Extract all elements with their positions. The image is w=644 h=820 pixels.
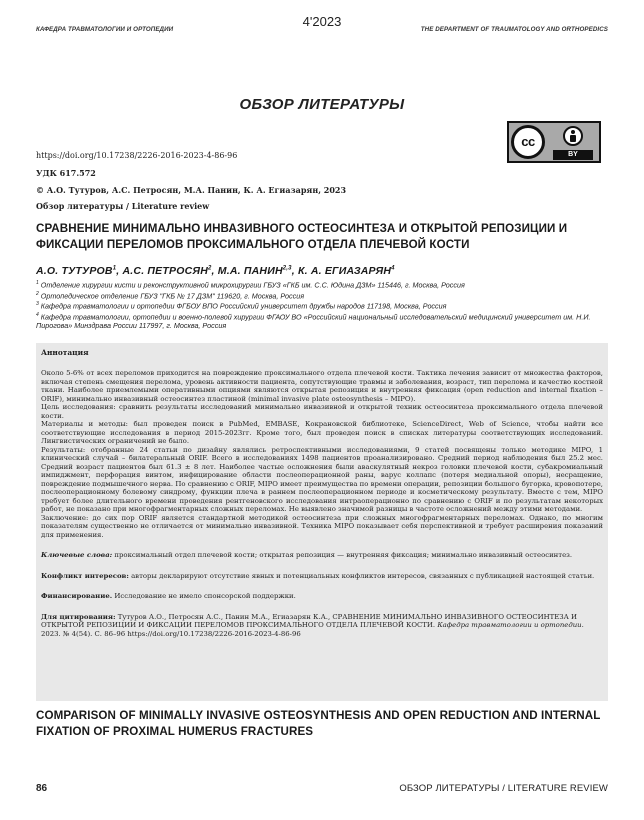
abstract-paragraph: Результаты: отобранные 24 статьи по дизайну являлись ретроспективными исследованиями, 9 статей посвящены только методике MIPO, 1 клинический случай – билатеральный ORIF. Всего в исследованиях 1498 пациентов проанализировано. Средний период наблюдения был 25.2 мес. Средний возраст пациентов был 61.3 ± 8 лет. Наиболее частые осложнения были аваскулятный некроз головки плечевой кости, субакромиальный импиджмент, перфорация винтом, инфицирование области послеоперационной раны, варус коллапс (потеря медиальной опоры), несращение, повреждение подмышечного нерва. По сравнению с ORIF, MIPO имеет преимущества по времени операции, репозиции большого бугорка, кровопотере, послеоперационному болевому синдрому, функции плеча в раннем послеоперационном периоде и косметическому результату. Вместе с тем, MIPO требует более длительного времени проведения рентгеновского исследования интраоперационно по сравнению с ORIF и по результатам некоторых работ, не показано при многофрагментарных сложных переломах. Не выявлено значимой разницы в частоте осложнений между этими методами. [41,445,603,513]
running-header-left: КАФЕДРА ТРАВМАТОЛОГИИ И ОРТОПЕДИИ [36,26,174,33]
author-sup: 1 [112,265,117,272]
abstract-paragraph: Материалы и методы: был проведен поиск в PubMed, EMBASE, Кокрановской библиотеке, ScienceDirect, Web of Science, чтобы найти все соответствующие исследования в период 2015-2023гг. Кроме того, был проведен поиск в списках литературы соответствующих исследований. Лингвистических ограничений не было. [41,420,603,445]
udk-text: УДК 617.572 [36,168,96,178]
conflict-text: авторы декларируют отсутствие явных и потенциальных конфликтов интересов, связанных с публикацией настоящей статьи. [131,571,595,580]
author-name: А.О. ТУТУРОВ [36,265,113,277]
affiliation-item: $^1$ Отделение хирургии кисти и реконструктивной микрохирургии ГБУЗ «ГКБ им. С.С. Юдина ДЗМ» 115446, г. Москва, Россия [36,280,465,290]
affiliation-item: $^2$ Ортопедическое отделение ГБУЗ "ГКБ № 17 ДЗМ" 119620, г. Москва, Россия [36,290,305,300]
running-header-right: THE DEPARTMENT OF TRAUMATOLOGY AND ORTHOPEDICS [420,26,608,33]
author-list: А.О. ТУТУРОВ$^1$, А.С. ПЕТРОСЯН$^2$, М.А. ПАНИН$^{2,3}$, К. А. ЕГИАЗАРЯН$^4$ [36,265,395,277]
udk [36,168,96,178]
citation-label: Для цитирования: [41,612,116,621]
by-label: BY [553,150,593,160]
author-sup: 4 [391,265,395,272]
conflict-of-interest [41,572,603,581]
conflict-label: Конфликт интересов: [41,571,129,580]
article-type [36,201,209,211]
running-footer: ОБЗОР ЛИТЕРАТУРЫ / LITERATURE REVIEW [399,783,608,794]
citation-journal: Кафедра травматологии и ортопедии. [437,621,584,629]
keywords [41,551,603,560]
keywords-label: Ключевые слова: [41,551,113,559]
author-name: А.С. ПЕТРОСЯН [122,265,208,277]
cc-by-license-badge[interactable] [507,121,601,163]
abstract-heading: Аннотация [41,348,89,357]
funding-text: Исследование не имело спонсорской поддержки. [114,592,296,600]
author-sup: 2 [208,265,212,272]
abstract-body [41,369,603,539]
article-type-text: Обзор литературы / Literature review [36,201,210,211]
attribution-person-icon [563,126,583,146]
citation-main: Тутуров А.О., Петросян А.С., Панин М.А., Егиазарян К.А., СРАВНЕНИЕ МИНИМАЛЬНО ИНВАЗИВНОГО ОСТЕОСИНТЕЗА И ОТКРЫТОЙ РЕПОЗИЦИИ И ФИКСАЦИИ ПЕРЕЛОМОВ ПРОКСИМАЛЬНОГО ОТДЕЛА ПЛЕЧЕВОЙ КОСТИ. [41,612,577,629]
author-sup: 2,3 [282,265,292,272]
affiliation-item: $^3$ Кафедра травматологии и ортопедии ФГБОУ ВПО Российский университет дружбы народов 117198, Москва, Россия [36,301,447,311]
affiliation-item: $^4$ Кафедра травматологии, ортопедии и военно-полевой хирургии ФГАОУ ВО «Российский национальный исследовательский медицинский университет им. Н.И. Пирогова» Минздрава России 117997, г. Москва, Россия [36,311,591,331]
citation [41,613,603,639]
page-number: 86 [36,783,48,794]
issue-number: 4'2023 [302,14,342,29]
abstract-paragraph: Заключение: до сих пор ORIF является стандартной методикой остеосинтеза при сложных многофрагментарных переломах. Однако, по многим показателям существенно не отличается от минимально инвазивной. Техника MIPO показывает себя перспективной и требует расширения показаний для применения. [41,513,603,539]
author-name: К. А. ЕГИАЗАРЯН [297,265,392,277]
section-title: ОБЗОР ЛИТЕРАТУРЫ [239,96,405,113]
cc-logo-icon: cc [511,125,545,159]
funding-label: Финансирование. [41,592,113,600]
abstract-paragraph: Около 5-6% от всех переломов приходится на повреждение проксимального отдела плечевой кости. Тактика лечения зависит от множества факторов, включая степень смещения перелома, уровень активности пациента, сопутствующие травмы и заболевания, возраст, тип перелома и качество костной ткани. Наиболее приемлемыми оперативными опциями являются открытая репозиция и внутренняя фиксация (open reduction and internal fixation – ORIF), минимально инвазивный остеосинтез пластиной (minimal invasive plate osteosynthesis – MIPO). [41,369,603,403]
keywords-text: проксимальный отдел плечевой кости; открытая репозиция — внутренняя фиксация; минимально инвазивный остеосинтез. [114,551,573,559]
copyright-text: © А.О. Тутуров, А.С. Петросян, М.А. Панин, К. А. Егиазарян, 2023 [36,185,347,195]
doi-link[interactable]: https://doi.org/10.17238/2226-2016-2023-4-86-96 [36,151,238,160]
author-name: М.А. ПАНИН [217,265,283,277]
article-title-en: COMPARISON OF MINIMALLY INVASIVE OSTEOSYNTHESIS AND OPEN REDUCTION AND INTERNAL FIXATION OF PROXIMAL HUMERUS FRACTURES [36,709,601,738]
funding [41,592,603,601]
affiliations [36,279,608,331]
abstract-box [36,343,608,701]
article-title-ru: СРАВНЕНИЕ МИНИМАЛЬНО ИНВАЗИВНОГО ОСТЕОСИНТЕЗА И ОТКРЫТОЙ РЕПОЗИЦИИ И ФИКСАЦИИ ПЕРЕЛОМОВ ПРОКСИМАЛЬНОГО ОТДЕЛА ПЛЕЧЕВОЙ КОСТИ [36,222,568,251]
citation-tail: 2023. № 4(54). С. 86–96 https://doi.org/10.17238/2226-2016-2023-4-86-96 [41,629,301,638]
abstract-paragraph: Цель исследования: сравнить результаты исследований минимально инвазивной и открытой техник остеосинтеза проксимального отдела плечевой кости. [41,403,603,420]
copyright [36,185,346,195]
